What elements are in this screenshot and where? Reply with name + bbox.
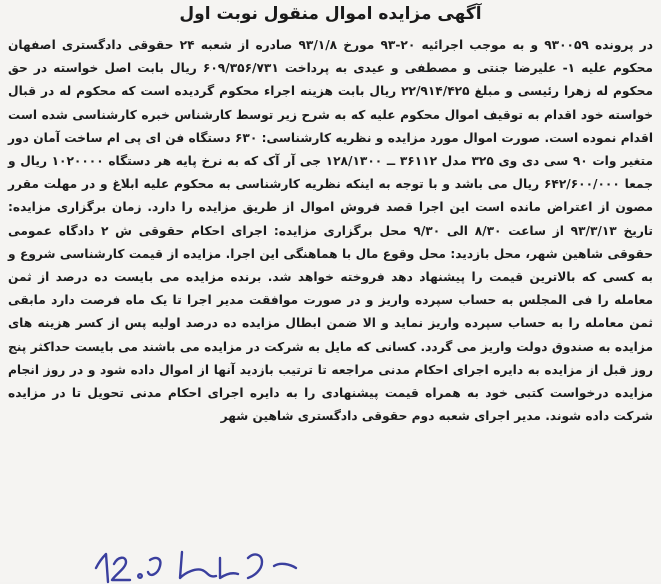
handwritten-signature [90,538,310,584]
notice-body: در پرونده ۹۳۰۰۵۹ و به موجب اجرائیه ۲۰-۹۳ مورخ ۹۳/۱/۸ صادره از شعبه ۲۴ حقوقی دادگستری اصفهان محکوم علیه ۱- علیرضا جنتی و مصطفی و عیدی به پرداخت ۶۰۹/۳۵۶/۷۳۱ ریال بابت اصل خواسته در حق محکوم له زهرا رئیسی و مبلغ ۲۲/۹۱۴/۴۲۵ ریال بابت هزینه اجراء محکوم گردیده است که محکوم له در قبال خواسته خود اقدام به توقیف اموال محکوم علیه که به شرح زیر توسط کارشناس خبره کارشناسی شده است اقدام نموده است. صورت اموال مورد مزایده و نظریه کارشناسی: ۶۳۰ دستگاه فن ای پی ام ساخت آمان دور متغیر وات ۹۰ سی دی وی ۳۲۵ مدل ۳۶۱۱۲ ــ ۱۲۸/۱۳۰۰ جی آر آک که به نرخ پایه هر دستگاه ۱۰۲۰۰۰۰ ریال و جمعا ۶۴۲/۶۰۰/۰۰۰ ریال می باشد و با توجه به اینکه نظریه کارشناسی به محکوم علیه ابلاغ و در مهلت مقرر مصون از اعتراض مانده است این اجرا قصد فروش اموال از طریق مزایده را دارد. زمان برگزاری مزایده: تاریخ ۹۳/۳/۱۳ از ساعت ۸/۳۰ الی ۹/۳۰ محل برگزاری مزایده: اجرای احکام حقوقی ش ۲ دادگاه عمومی حقوقی شاهین شهر، محل بازدید: محل وقوع مال با هماهنگی این اجرا. مزایده از قیمت کارشناسی شروع و به کسی که بالاترین قیمت را پیشنهاد دهد فروخته خواهد شد. برنده مزایده می بایست ده درصد از ثمن معامله را فی المجلس به حساب سپرده واریز و در صورت موافقت مدیر اجرا تا یک ماه فرصت دارد مابقی ثمن معامله را به حساب سپرده واریز نماید و الا ضمن ابطال مزایده ده درصد اولیه پس از کسر هزینه های مزایده به صندوق دولت واریز می گردد. کسانی که مایل به شرکت در مزایده می باشند می بایست حداکثر پنج روز قبل از مزایده به دایره اجرای احکام مدنی مراجعه تا ترتیب بازدید آنها از اموال داده شود و در روز انجام مزایده درخواست کتبی خود به همراه قیمت پیشنهادی را به دایره اجرای احکام مدنی تحویل تا در مزایده شرکت داده شوند. مدیر اجرای شعبه دوم حقوقی دادگستری شاهین شهر [8,38,653,424]
notice-title: آگهی مزایده اموال منقول نوبت اول [179,4,482,24]
